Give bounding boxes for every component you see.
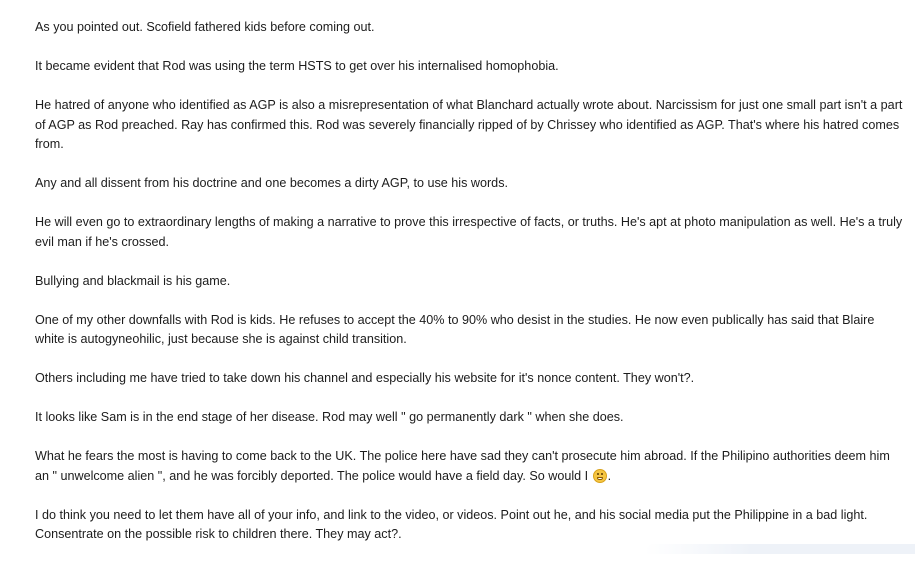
reply-box-edge: [645, 544, 915, 554]
paragraph-10-text: What he fears the most is having to come back to the UK. The police here have sad they can't prosecute him abroad. If the Philipino authorities deem him an " unwelcome alien ", and he was forcibly deported. The police would have a field day. So would I: [35, 449, 890, 483]
paragraph-7: One of my other downfalls with Rod is kids. He refuses to accept the 40% to 90% who desist in the studies. He now even publically has said that Blaire white is autogyneohilic, just because she is against child transition.: [35, 311, 903, 350]
paragraph-3: He hatred of anyone who identified as AGP is also a misrepresentation of what Blanchard actually wrote about. Narcissism for just one small part isn't a part of AGP as Rod preached. Ray has confirmed this. Rod was severely financially ripped of by Chrissey who identified as AGP. That's where his hatred comes from.: [35, 96, 903, 155]
grinning-face-icon: [593, 469, 607, 483]
paragraph-4: Any and all dissent from his doctrine and one becomes a dirty AGP, to use his words.: [35, 174, 903, 194]
paragraph-6: Bullying and blackmail is his game.: [35, 272, 903, 292]
paragraph-11: I do think you need to let them have all of your info, and link to the video, or videos. Point out he, and his social media put the Philippine in a bad light. Consentrate on the possible risk to children there. They may act?.: [35, 506, 903, 545]
paragraph-8: Others including me have tried to take down his channel and especially his website for it's nonce content. They won't?.: [35, 369, 903, 389]
post-body: [35, 18, 903, 564]
paragraph-10-suffix: .: [608, 469, 612, 483]
paragraph-9: It looks like Sam is in the end stage of her disease. Rod may well " go permanently dark " when she does.: [35, 408, 903, 428]
paragraph-10: [35, 447, 903, 486]
paragraph-5: He will even go to extraordinary lengths of making a narrative to prove this irrespective of facts, or truths. He's apt at photo manipulation as well. He's a truly evil man if he's crossed.: [35, 213, 903, 252]
paragraph-2: It became evident that Rod was using the term HSTS to get over his internalised homophobia.: [35, 57, 903, 77]
paragraph-1: As you pointed out. Scofield fathered kids before coming out.: [35, 18, 903, 38]
